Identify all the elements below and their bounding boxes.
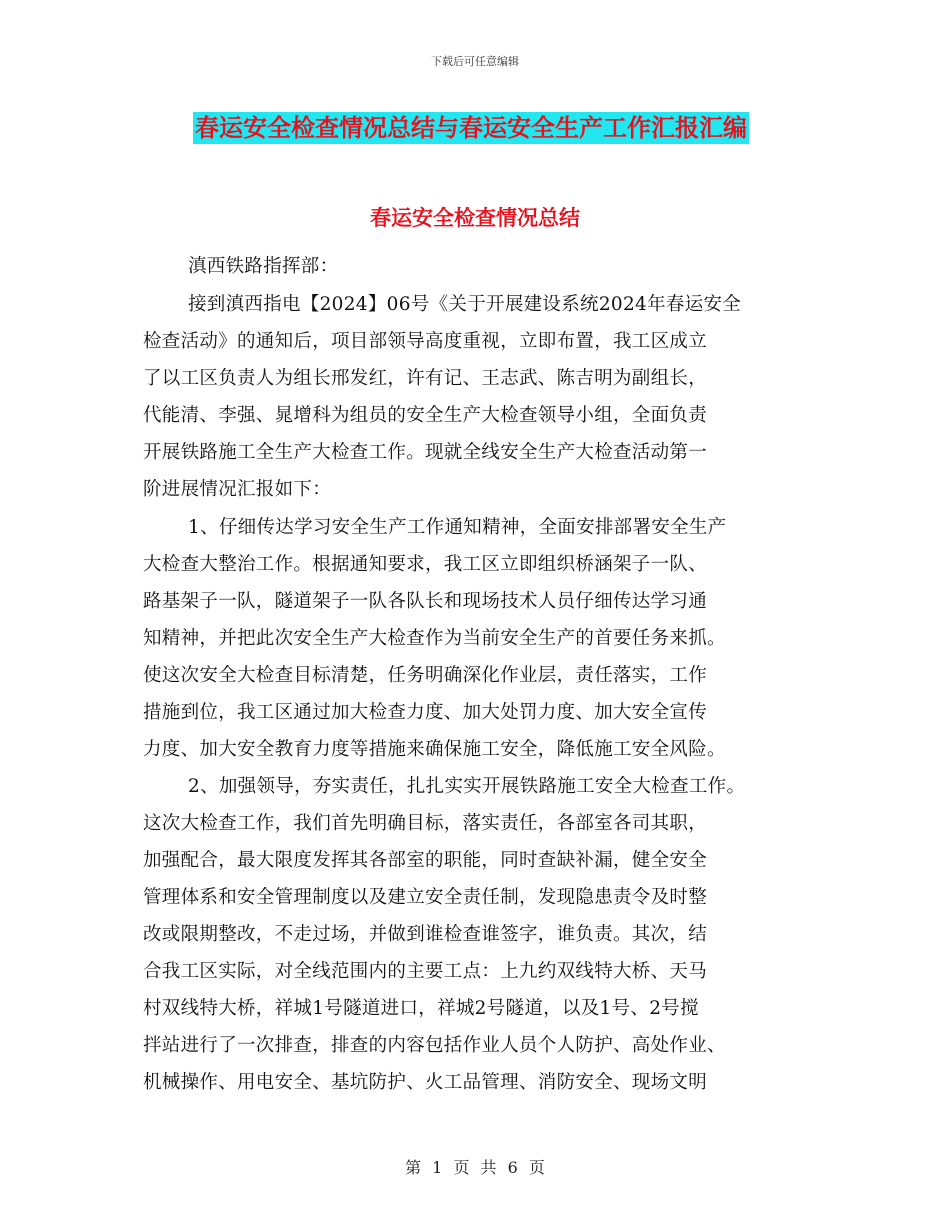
body-line: 合我工区实际，对全线范围内的主要工点：上九约双线特大桥、天马: [143, 961, 708, 982]
body-line: 滇西铁路指挥部：: [188, 256, 339, 277]
body-line: 改或限期整改，不走过场，并做到谁检查谁签字，谁负责。其次，结: [143, 924, 708, 945]
body-line: 管理体系和安全管理制度以及建立安全责任制，发现隐患责令及时整: [143, 887, 708, 908]
document-title: 春运安全检查情况总结与春运安全生产工作汇报汇编: [195, 114, 747, 142]
body-line: 路基架子一队，隧道架子一队各队长和现场技术人员仔细传达学习通: [143, 591, 708, 612]
body-line: 接到滇西指电【2024】06号《关于开展建设系统2024年春运安全: [188, 294, 742, 315]
body-line: 了以工区负责人为组长邢发红，许有记、王志武、陈吉明为副组长，: [143, 368, 708, 389]
header-note: 下载后可任意编辑: [431, 55, 519, 68]
body-line: 加强配合，最大限度发挥其各部室的职能，同时查缺补漏，健全安全: [143, 850, 708, 871]
body-line: 阶进展情况汇报如下：: [143, 479, 332, 500]
body-line: 2、加强领导，夯实责任，扎扎实实开展铁路施工安全大检查工作。: [188, 776, 746, 797]
body-line: 开展铁路施工全生产大检查工作。现就全线安全生产大检查活动第一: [143, 442, 708, 463]
body-line: 机械操作、用电安全、基坑防护、火工品管理、消防安全、现场文明: [143, 1072, 708, 1093]
body-line: 力度、加大安全教育力度等措施来确保施工安全，降低施工安全风险。: [143, 739, 726, 760]
section-title: 春运安全检查情况总结: [370, 206, 580, 230]
body-line: 代能清、李强、晁增科为组员的安全生产大检查领导小组，全面负责: [143, 405, 708, 426]
body-line: 这次大检查工作，我们首先明确目标，落实责任，各部室各司其职，: [143, 813, 708, 834]
body-line: 知精神，并把此次安全生产大检查作为当前安全生产的首要任务来抓。: [143, 628, 726, 649]
body-line: 检查活动》的通知后，项目部领导高度重视，立即布置，我工区成立: [143, 331, 708, 352]
body-line: 村双线特大桥，祥城1号隧道进口，祥城2号隧道，以及1号、2号搅: [143, 998, 699, 1019]
body-line: 使这次安全大检查目标清楚，任务明确深化作业层，责任落实，工作: [143, 665, 708, 686]
body-line: 大检查大整治工作。根据通知要求，我工区立即组织桥涵架子一队、: [143, 554, 708, 575]
body-line: 1、仔细传达学习安全生产工作通知精神，全面安排部署安全生产: [188, 517, 727, 538]
page-footer: 第 1 页 共 6 页: [405, 1158, 545, 1177]
body-line: 拌站进行了一次排查，排查的内容包括作业人员个人防护、高处作业、: [143, 1035, 726, 1056]
body-line: 措施到位，我工区通过加大检查力度、加大处罚力度、加大安全宣传: [143, 702, 708, 723]
